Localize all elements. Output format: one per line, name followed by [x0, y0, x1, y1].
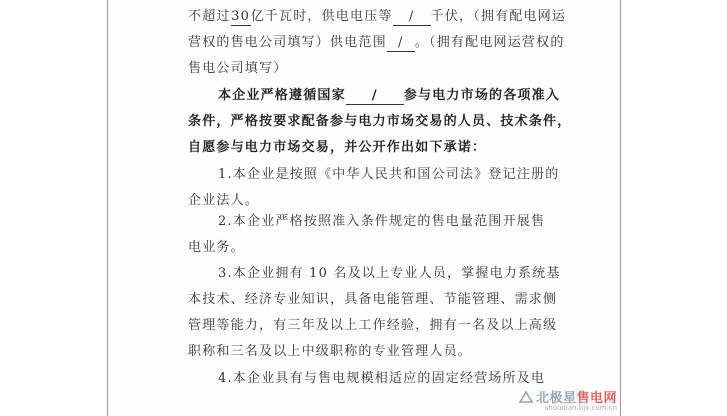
text-line-5: 条件，严格按要求配备参与电力市场交易的人员、技术条件，	[188, 114, 572, 129]
text-fragment: 不超过	[188, 9, 231, 24]
text-fragment: 营权的售电公司填写）供电范围	[188, 35, 387, 50]
text-line-15: 4.本企业具有与售电规模相适应的固定经营场所及电	[218, 371, 546, 386]
text-line-11: 3.本企业拥有 10 名及以上专业人员，掌握电力系统基	[218, 266, 561, 281]
text-line-6: 自愿参与电力市场交易，并公开作出如下承诺：	[188, 140, 487, 155]
text-line-1	[188, 7, 566, 27]
watermark-logo	[518, 387, 617, 412]
watermark-subtext: shoudian.bjx.com.cn	[544, 404, 617, 412]
watermark-text-1: 北极星	[535, 391, 577, 406]
text-line-2	[188, 33, 565, 53]
text-fragment: 。（拥有配电网运营权的	[414, 35, 565, 50]
text-fragment: 本企业严格遵循国家	[218, 88, 346, 103]
text-line-14: 职称和三名及以上中级职称的专业管理人员。	[188, 344, 473, 359]
text-line-7: 1.本企业是按照《中华人民共和国公司法》登记注册的	[218, 167, 560, 182]
text-line-9: 2.本企业严格按照准入条件规定的售电量范围开展售	[218, 214, 546, 229]
text-fragment: 亿千瓦时，供电电压等	[250, 9, 393, 24]
text-line-8: 企业法人。	[188, 193, 260, 208]
text-fragment: 千伏，（拥有配电网运	[430, 9, 567, 24]
star-logo-icon	[518, 390, 534, 404]
text-line-13: 管理等能力，有三年及以上工作经验，拥有一名及以上高级	[188, 318, 558, 333]
text-line-4	[218, 86, 560, 106]
text-fragment: 参与电力市场的各项准入	[403, 88, 561, 103]
filled-blank-voltage: /	[393, 9, 431, 26]
watermark-text-2: 售电网	[576, 391, 617, 406]
document-page	[107, 0, 621, 416]
text-line-10: 电业务。	[188, 240, 245, 255]
filled-blank-area: /	[387, 35, 415, 52]
filled-blank-regulation: /	[346, 88, 404, 105]
filled-blank-capacity: 30	[231, 9, 251, 24]
text-line-12: 本技术、经济专业知识，具备电能管理、节能管理、需求侧	[188, 292, 558, 307]
text-line-3: 售电公司填写）	[188, 61, 288, 76]
